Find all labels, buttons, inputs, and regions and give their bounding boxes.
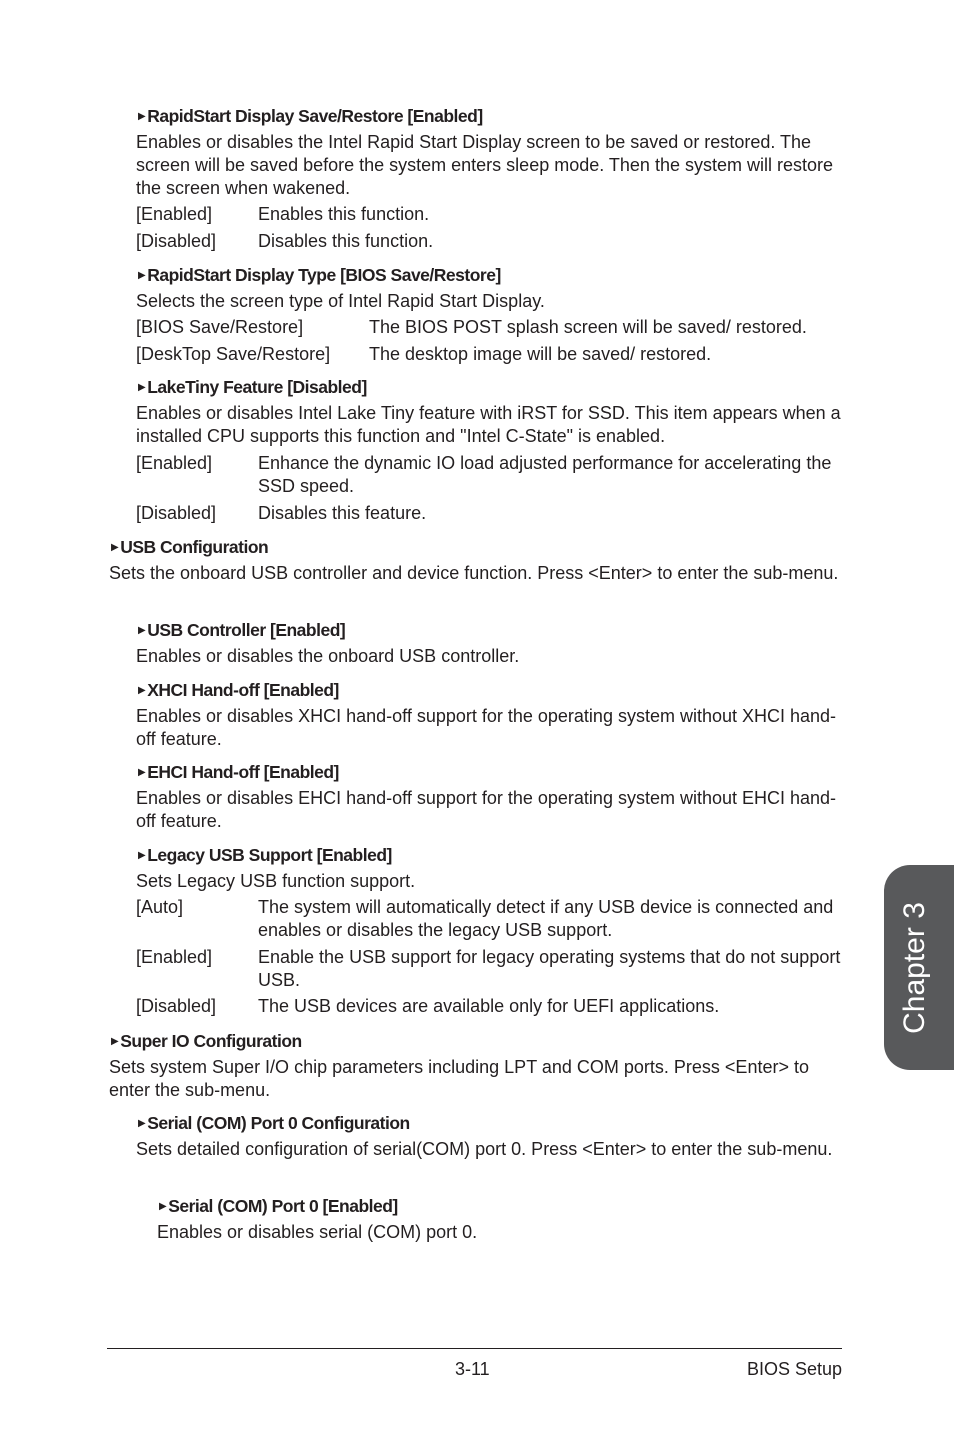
option-value: The USB devices are available only for UEFI applications. <box>258 996 720 1016</box>
item-heading: ▶ Serial (COM) Port 0 Configuration <box>138 1113 410 1133</box>
item-description: Enables or disables the Intel Rapid Start Display screen to be saved or restored. The screen will be saved before the system enters sleep mode. Then the system will restore the screen when wakened. <box>136 132 833 198</box>
option-value: The BIOS POST splash screen will be saved/ restored. <box>369 317 807 337</box>
item-description: Enables or disables EHCI hand-off support for the operating system without EHCI hand-off feature. <box>136 788 837 831</box>
item-description: Enables or disables Intel Lake Tiny feature with iRST for SSD. This item appears when a installed CPU supports this function and "Intel C-State" is enabled. <box>136 403 841 446</box>
section-description: Sets system Super I/O chip parameters including LPT and COM ports. Press <Enter> to enter the sub-menu. <box>109 1057 809 1100</box>
option-key: [Disabled] <box>136 231 217 251</box>
option-key: [DeskTop Save/Restore] <box>136 344 331 364</box>
option-row <box>136 502 841 525</box>
chapter-tab-label: Chapter 3 <box>898 901 931 1034</box>
option-value: The desktop image will be saved/ restored. <box>369 344 712 364</box>
subitem-heading: ▶ Serial (COM) Port 0 [Enabled] <box>159 1196 398 1216</box>
option-row <box>136 230 841 253</box>
section-heading: ▶ Super IO Configuration <box>111 1031 302 1051</box>
option-row <box>136 452 841 498</box>
item-heading: ▶ XHCI Hand-off [Enabled] <box>138 680 339 700</box>
triangle-bullet-icon: ▶ <box>138 1118 146 1129</box>
option-row <box>136 343 841 366</box>
option-row <box>136 946 841 992</box>
option-row <box>136 316 841 339</box>
page-number: 3-11 <box>455 1359 490 1379</box>
section-heading: ▶ USB Configuration <box>111 537 269 557</box>
option-value: The system will automatically detect if any USB device is connected and enables or disables the legacy USB support. <box>258 897 834 940</box>
option-row <box>136 203 841 226</box>
option-key: [Disabled] <box>136 503 217 523</box>
triangle-bullet-icon: ▶ <box>111 1036 119 1047</box>
option-value: Disables this feature. <box>258 503 427 523</box>
triangle-bullet-icon: ▶ <box>138 767 146 778</box>
item-description: Selects the screen type of Intel Rapid Start Display. <box>136 291 545 311</box>
option-key: [BIOS Save/Restore] <box>136 317 304 337</box>
item-heading: ▶ Legacy USB Support [Enabled] <box>138 845 392 865</box>
triangle-bullet-icon: ▶ <box>138 625 146 636</box>
item-heading: ▶ RapidStart Display Type [BIOS Save/Restore] <box>138 265 501 285</box>
triangle-bullet-icon: ▶ <box>138 382 146 393</box>
item-description: Sets Legacy USB function support. <box>136 871 416 891</box>
option-row <box>136 896 841 942</box>
item-heading: ▶ RapidStart Display Save/Restore [Enabled] <box>138 106 483 126</box>
option-key: [Enabled] <box>136 204 213 224</box>
option-value: Enable the USB support for legacy operating systems that do not support USB. <box>258 947 841 990</box>
triangle-bullet-icon: ▶ <box>138 270 146 281</box>
item-description: Enables or disables XHCI hand-off support for the operating system without XHCI hand-off feature. <box>136 706 837 749</box>
footer-divider <box>107 1348 842 1349</box>
triangle-bullet-icon: ▶ <box>111 542 119 553</box>
triangle-bullet-icon: ▶ <box>138 850 146 861</box>
item-heading: ▶ LakeTiny Feature [Disabled] <box>138 377 367 397</box>
item-heading: ▶ USB Controller [Enabled] <box>138 620 346 640</box>
option-value: Enables this function. <box>258 204 430 224</box>
option-key: [Auto] <box>136 897 184 917</box>
option-value: Disables this function. <box>258 231 434 251</box>
subitem-description: Enables or disables serial (COM) port 0. <box>157 1222 478 1242</box>
triangle-bullet-icon: ▶ <box>138 685 146 696</box>
option-row <box>136 995 841 1018</box>
item-description: Sets detailed configuration of serial(COM) port 0. Press <Enter> to enter the sub-menu. <box>136 1139 833 1159</box>
chapter-tab <box>884 865 954 1070</box>
option-key: [Enabled] <box>136 453 213 473</box>
item-heading: ▶ EHCI Hand-off [Enabled] <box>138 762 339 782</box>
item-description: Enables or disables the onboard USB controller. <box>136 646 520 666</box>
triangle-bullet-icon: ▶ <box>138 111 146 122</box>
footer-title: BIOS Setup <box>746 1359 842 1379</box>
triangle-bullet-icon: ▶ <box>159 1201 167 1212</box>
option-key: [Enabled] <box>136 947 213 967</box>
option-value: Enhance the dynamic IO load adjusted performance for accelerating the SSD speed. <box>258 453 832 496</box>
section-description: Sets the onboard USB controller and device function. Press <Enter> to enter the sub-menu. <box>109 563 839 583</box>
option-key: [Disabled] <box>136 996 217 1016</box>
